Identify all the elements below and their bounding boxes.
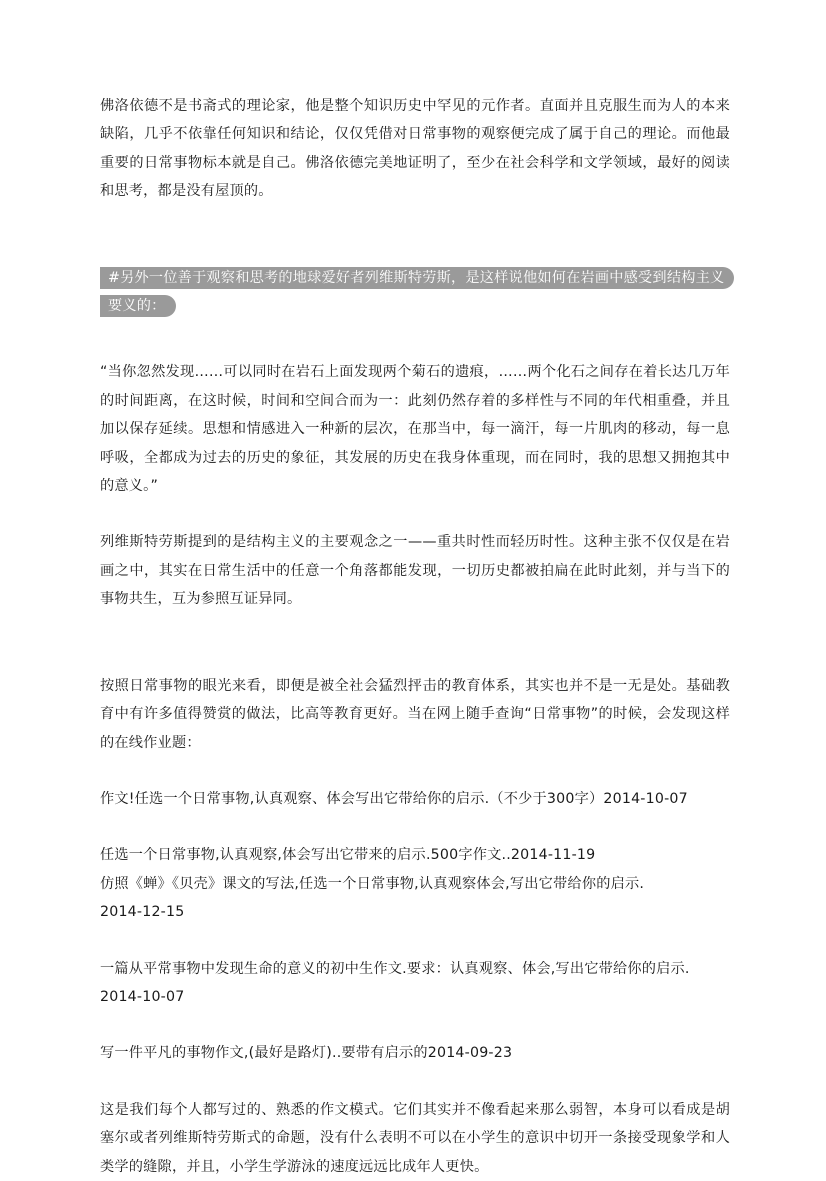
- homework-item-2-line-1: 任选一个日常事物,认真观察,体会写出它带来的启示.500字作文..2014-11-19: [100, 847, 596, 864]
- homework-item-2-line-3: 2014-12-15: [100, 904, 185, 921]
- highlighted-text: #另外一位善于观察和思考的地球爱好者列维斯特劳斯，是这样说他如何在岩画中感受到结构主义要义的：: [100, 267, 734, 317]
- paragraph-structuralism: 列维斯特劳斯提到的是结构主义的主要观念之一——重共时性而轻历时性。这种主张不仅仅是在岩画之中，其实在日常生活中的任意一个角落都能发现，一切历史都被拍扁在此时此刻，并与当下的事物共生，互为参照互证异同。: [100, 534, 730, 608]
- homework-item-2: [100, 841, 730, 926]
- homework-item-3-line-1: 一篇从平常事物中发现生命的意义的初中生作文.要求：认真观察、体会,写出它带给你的启示.: [100, 960, 690, 977]
- paragraph-conclusion: 这是我们每个人都写过的、熟悉的作文模式。它们其实并不像看起来那么弱智，本身可以看成是胡塞尔或者列维斯特劳斯式的命题，没有什么表明不可以在小学生的意识中切开一条接受现象学和人类学的缝隙，并且，小学生学游泳的速度远远比成年人更快。: [100, 1101, 730, 1175]
- article-body: [100, 92, 730, 1181]
- paragraph-education: 按照日常事物的眼光来看，即便是被全社会猛烈抨击的教育体系，其实也并不是一无是处。基础教育中有许多值得赞赏的做法，比高等教育更好。当在网上随手查询“日常事物”的时候，会发现这样的在线作业题：: [100, 677, 730, 751]
- homework-item-1: 作文!任选一个日常事物,认真观察、体会写出它带给你的启示.（不少于300字）2014-10-07: [100, 790, 688, 807]
- homework-item-4: 写一件平凡的事物作文,(最好是路灯)..要带有启示的2014-09-23: [100, 1045, 513, 1062]
- homework-item-2-line-2: 仿照《蝉》《贝壳》课文的写法,任选一个日常事物,认真观察体会,写出它带给你的启示.: [100, 875, 645, 892]
- quote-paragraph: “当你忽然发现……可以同时在岩石上面发现两个菊石的遗痕，……两个化石之间存在着长达几万年的时间距离，在这时候，时间和空间合而为一：此刻仍然存着的多样性与不同的年代相重叠，并且加以保存延续。思想和情感进入一种新的层次，在那当中，每一滴汗，每一片肌肉的移动，每一息呼吸，全都成为过去的历史的象征，其发展的历史在我身体重现，而在同时，我的思想又拥抱其中的意义。”: [100, 364, 730, 495]
- homework-item-3: [100, 955, 730, 1012]
- highlighted-hashtag-paragraph: [100, 264, 730, 321]
- paragraph-freud: 佛洛依德不是书斋式的理论家，他是整个知识历史中罕见的元作者。直面并且克服生而为人的本来缺陷，几乎不依靠任何知识和结论，仅仅凭借对日常事物的观察便完成了属于自己的理论。而他最重要的日常事物标本就是自己。佛洛依德完美地证明了，至少在社会科学和文学领域，最好的阅读和思考，都是没有屋顶的。: [100, 98, 730, 200]
- homework-item-3-line-2: 2014-10-07: [100, 988, 185, 1005]
